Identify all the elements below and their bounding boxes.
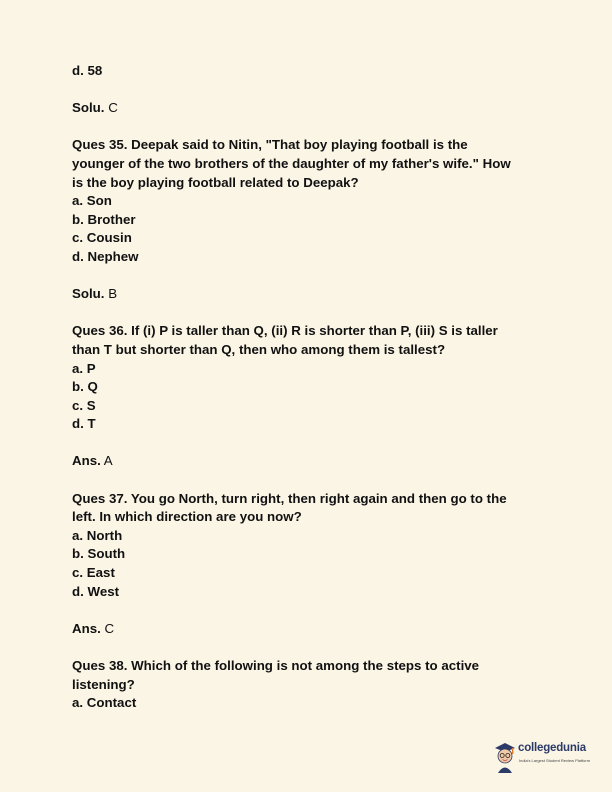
answer-value: B bbox=[108, 286, 118, 302]
option-a-q37: a. North bbox=[72, 527, 123, 543]
question-36-line-2: than T but shorter than Q, then who among them is tallest? bbox=[72, 341, 446, 357]
question-35-line-1: Ques 35. Deepak said to Nitin, "That boy playing football is the bbox=[72, 137, 468, 153]
answer-label: Solu. bbox=[72, 286, 105, 302]
mascot-icon bbox=[492, 740, 518, 774]
option-a-q38: a. Contact bbox=[72, 695, 137, 711]
option-a-q35: a. Son bbox=[72, 193, 112, 209]
option-b-q35: b. Brother bbox=[72, 211, 136, 227]
question-38-line-2: listening? bbox=[72, 676, 135, 692]
answer-label: Solu. bbox=[72, 100, 105, 116]
question-38-line-1: Ques 38. Which of the following is not among the steps to active bbox=[72, 658, 480, 673]
logo-brand-text: collegedunia bbox=[518, 742, 586, 754]
answer-q35 bbox=[72, 285, 552, 304]
option-c-q37: c. East bbox=[72, 565, 115, 581]
collegedunia-logo bbox=[492, 738, 600, 778]
question-35-line-2: younger of the two brothers of the daughter of my father's wife." How bbox=[72, 155, 511, 171]
option-b-q37: b. South bbox=[72, 546, 126, 562]
answer-label: Ans. bbox=[72, 453, 101, 469]
answer-q34 bbox=[72, 99, 552, 118]
answer-q37 bbox=[72, 620, 552, 639]
option-d-q35: d. Nephew bbox=[72, 248, 139, 264]
question-35-line-3: is the boy playing football related to Deepak? bbox=[72, 174, 359, 190]
answer-value: C bbox=[104, 620, 115, 636]
logo-tagline: India's Largest Student Review Platform bbox=[519, 758, 591, 763]
answer-value: C bbox=[108, 100, 118, 116]
document-page bbox=[72, 62, 552, 713]
answer-q36 bbox=[72, 452, 552, 471]
option-d-q34: d. 58 bbox=[72, 63, 103, 78]
answer-value: A bbox=[103, 453, 113, 469]
answer-label: Ans. bbox=[72, 620, 101, 636]
option-d-q36: d. T bbox=[72, 416, 96, 432]
question-37-line-1: Ques 37. You go North, turn right, then right again and then go to the bbox=[72, 490, 507, 506]
option-c-q35: c. Cousin bbox=[72, 230, 132, 246]
option-b-q36: b. Q bbox=[72, 379, 98, 395]
option-d-q37: d. West bbox=[72, 583, 120, 599]
option-a-q36: a. P bbox=[72, 360, 96, 376]
question-37-line-2: left. In which direction are you now? bbox=[72, 509, 302, 525]
option-c-q36: c. S bbox=[72, 397, 96, 413]
question-36-line-1: Ques 36. If (i) P is taller than Q, (ii) R is shorter than P, (iii) S is taller bbox=[72, 323, 498, 339]
